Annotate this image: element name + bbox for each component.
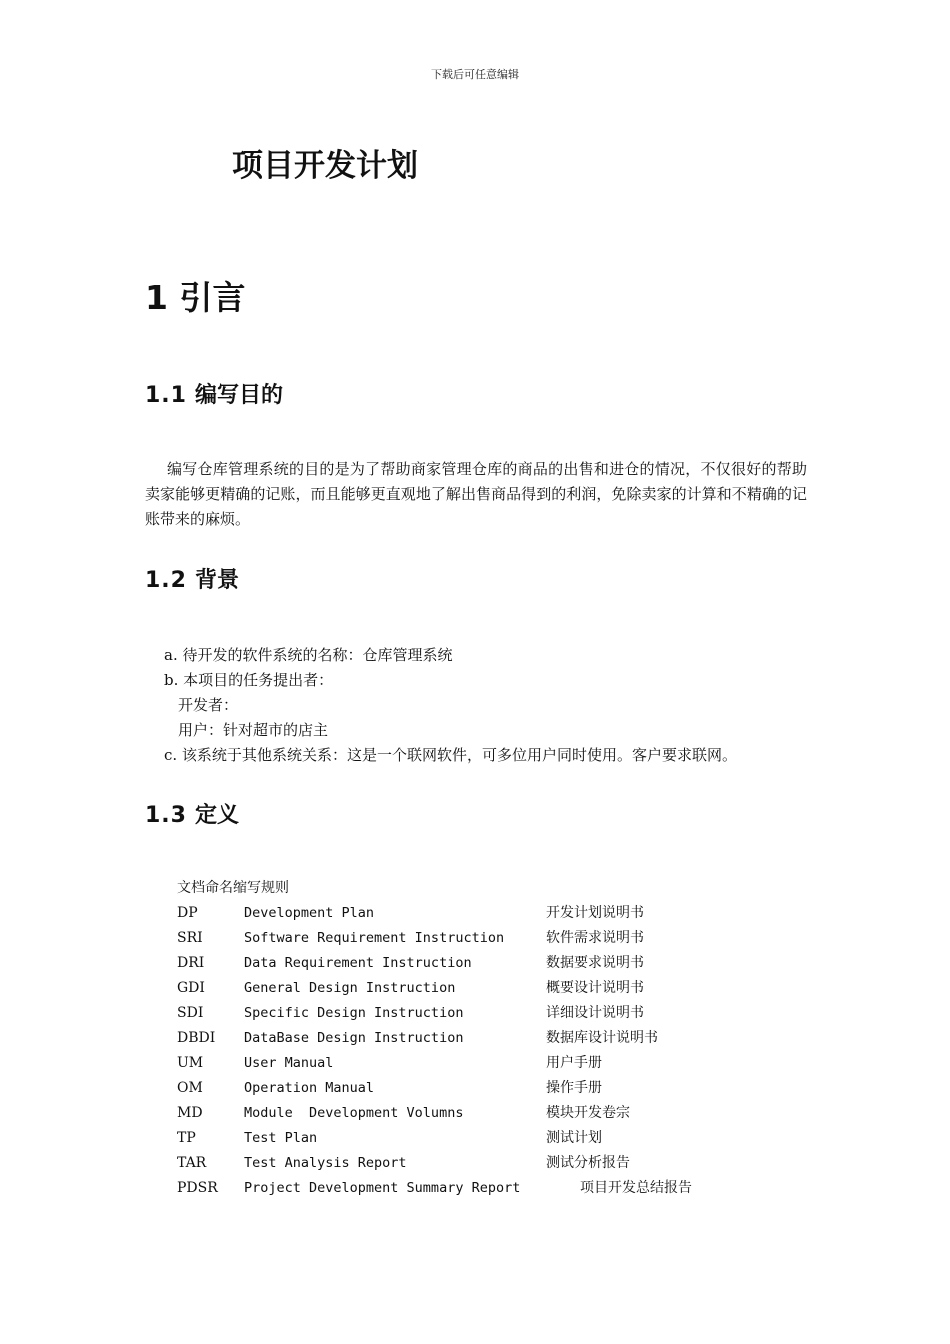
section-1-1-number: 1.1 bbox=[145, 383, 187, 408]
english-cell: Software Requirement Instruction bbox=[244, 930, 505, 946]
abbr-cell: UM bbox=[177, 1055, 204, 1071]
background-line-developer: 开发者： bbox=[178, 696, 239, 714]
section-1-1-title: 编写目的 bbox=[195, 383, 284, 408]
english-cell: Data Requirement Instruction bbox=[244, 955, 472, 971]
section-1-2-heading bbox=[145, 563, 239, 594]
abbr-cell: PDSR bbox=[177, 1180, 218, 1196]
abbr-cell: DP bbox=[177, 905, 198, 921]
section-1-title: 引言 bbox=[179, 278, 246, 317]
abbr-cell: DBDI bbox=[177, 1030, 216, 1046]
english-cell: Operation Manual bbox=[244, 1080, 375, 1096]
section-1-3-number: 1.3 bbox=[145, 803, 187, 828]
section-1-3-heading bbox=[145, 798, 239, 829]
abbr-cell: SRI bbox=[177, 930, 203, 946]
section-1-1-body: 编写仓库管理系统的目的是为了帮助商家管理仓库的商品的出售和进仓的情况，不仅很好的帮助卖家能够更精确的记账，而且能够更直观地了解出售商品得到的利润，免除卖家的计算和不精确的记账带来的麻烦。 bbox=[145, 460, 807, 528]
background-line-user: 用户：针对超市的店主 bbox=[178, 721, 329, 739]
background-line-c: c. 该系统于其他系统关系：这是一个联网软件，可多位用户同时使用。客户要求联网。 bbox=[164, 746, 737, 764]
english-cell: Specific Design Instruction bbox=[244, 1005, 464, 1021]
background-line-b: b. 本项目的任务提出者： bbox=[164, 671, 334, 689]
chinese-cell: 测试分析报告 bbox=[546, 1155, 630, 1171]
abbr-cell: TP bbox=[177, 1130, 196, 1146]
chinese-cell: 用户手册 bbox=[546, 1055, 602, 1071]
definitions-subtitle-text: 文档命名缩写规则 bbox=[177, 880, 289, 896]
chinese-cell: 详细设计说明书 bbox=[546, 1005, 644, 1021]
abbr-cell: MD bbox=[177, 1105, 203, 1121]
abbr-cell: SDI bbox=[177, 1005, 204, 1021]
chinese-cell: 项目开发总结报告 bbox=[580, 1180, 692, 1196]
section-1-heading bbox=[145, 272, 245, 319]
section-1-3-title: 定义 bbox=[195, 803, 240, 828]
abbr-cell: DRI bbox=[177, 955, 205, 971]
chinese-cell: 操作手册 bbox=[546, 1080, 602, 1096]
english-cell: Project Development Summary Report bbox=[244, 1180, 521, 1196]
abbr-cell: GDI bbox=[177, 980, 205, 996]
abbr-cell: TAR bbox=[177, 1155, 207, 1171]
document-title: 项目开发计划 bbox=[232, 148, 418, 184]
english-cell: Test Analysis Report bbox=[244, 1155, 407, 1171]
english-cell: Test Plan bbox=[244, 1130, 318, 1146]
chinese-cell: 测试计划 bbox=[546, 1130, 602, 1146]
english-cell: Module Development Volumns bbox=[244, 1105, 464, 1121]
chinese-cell: 概要设计说明书 bbox=[546, 980, 644, 996]
english-cell: DataBase Design Instruction bbox=[244, 1030, 464, 1046]
english-cell: General Design Instruction bbox=[244, 980, 456, 996]
background-line-a: a. 待开发的软件系统的名称：仓库管理系统 bbox=[164, 646, 453, 664]
page-header: 下载后可任意编辑 bbox=[431, 68, 519, 81]
chinese-cell: 数据库设计说明书 bbox=[546, 1030, 658, 1046]
section-1-number: 1 bbox=[145, 278, 168, 317]
section-1-2-title: 背景 bbox=[195, 568, 240, 593]
chinese-cell: 软件需求说明书 bbox=[546, 930, 644, 946]
english-cell: User Manual bbox=[244, 1055, 334, 1071]
section-1-2-number: 1.2 bbox=[145, 568, 187, 593]
chinese-cell: 模块开发卷宗 bbox=[546, 1105, 630, 1121]
english-cell: Development Plan bbox=[244, 905, 375, 921]
section-1-1-heading bbox=[145, 378, 283, 409]
chinese-cell: 数据要求说明书 bbox=[546, 955, 644, 971]
chinese-cell: 开发计划说明书 bbox=[546, 905, 644, 921]
abbr-cell: OM bbox=[177, 1080, 203, 1096]
